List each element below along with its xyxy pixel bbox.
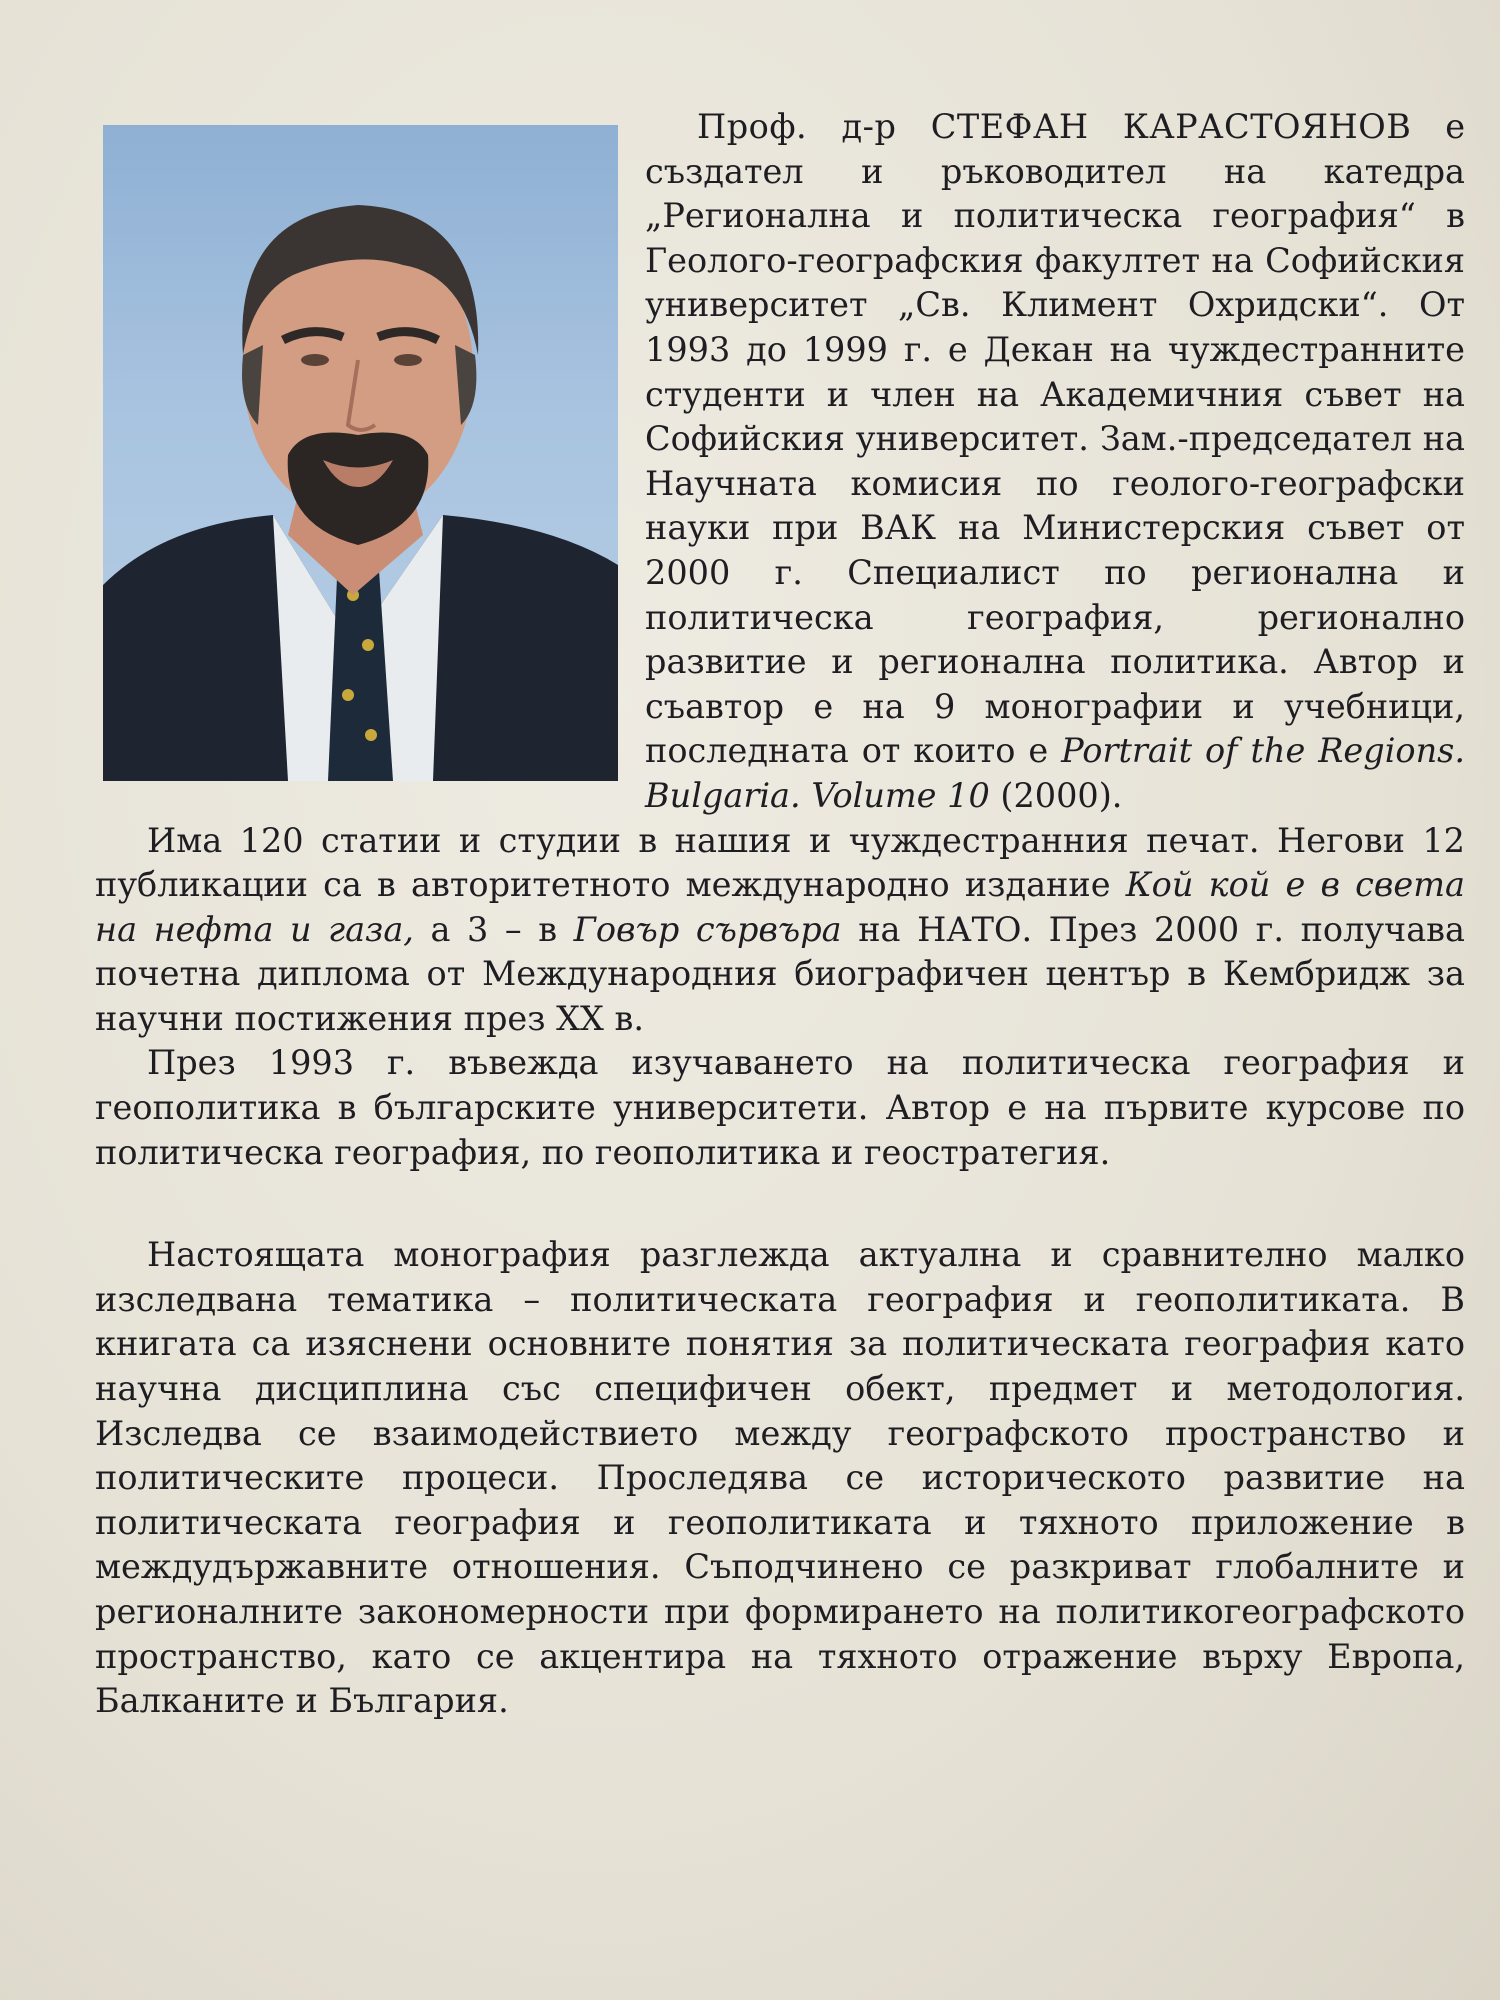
book-summary-paragraph: Настоящата монография разглежда актуална и сравнително малко изследвана тематика – политическата география и геополитиката. В книгата са изяснени основните понятия за политическата география като научна дисциплина със специфичен обект, предмет и методология. Изследва се взаимодействието между географското пространство и политическите процеси. Проследява се историческото развитие на политическата география и геополитиката и тяхното приложение в междудържавните отношения. Съподчинено се разкриват глобалните и регионалните закономерности при формирането на политикогеографското пространство, като се акцентира на тяхното отражение върху Европа, Балканите и България. (95, 1235, 1465, 1721)
publications-text-3: на НАТО. През 2000 г. получава почетна диплома от Международния биографичен център в Кембридж за научни постижения през XX в. (95, 909, 1466, 1038)
teaching-paragraph: През 1993 г. въвежда изучаването на политическа география и геополитика в българските университети. Автор е на първите курсове по политическа география, по геополитика и геостратегия. (95, 1043, 1465, 1172)
photo-text-wrap-spacer (95, 105, 645, 815)
latest-book-title: Portrait of the Regions. Bulgaria. Volume 10 (645, 731, 1465, 815)
author-bio-text: е създател и ръководител на катедра „Регионална и политическа география“ в Геолого-географския факултет на Софийския университет „Св. Климент Охридски“. От 1993 до 1999 г. е Декан на чуждестранните студенти и член на Академичния съвет на Софийския университет. Зам.-председател на Научната комисия по геолого-географски науки при ВАК на Министерския съвет от 2000 г. Специалист по регионална и политическа география, регионално развитие и регионална политика. Автор и съавтор е на 9 монографии и учебници, последната от които е (645, 107, 1466, 771)
book-description (95, 105, 1465, 1724)
publications-text-2: а 3 – в (413, 909, 574, 949)
publications-text-1: Има 120 статии и студии в нашия и чуждестранния печат. Негови 12 публикации са в авторитетното международно издание (95, 820, 1465, 905)
publications-paragraph (95, 819, 1465, 1042)
latest-book-year: (2000). (989, 775, 1123, 815)
author-name: Проф. д-р СТЕФАН КАРАСТОЯНОВ (697, 107, 1412, 146)
publication-title-2: Говър сървъра (573, 909, 842, 949)
publication-title-1: Кой кой е в света на нефта и газа, (95, 865, 1465, 949)
